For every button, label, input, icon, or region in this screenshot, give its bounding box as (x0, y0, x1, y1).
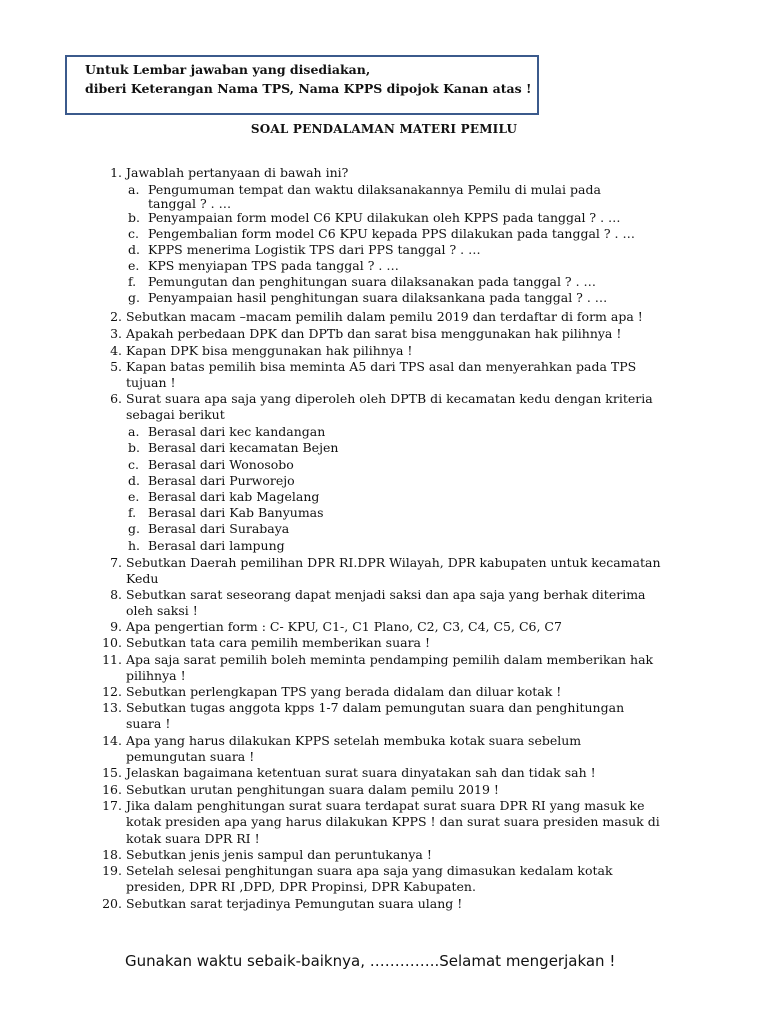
subitem-text: Berasal dari Purworejo (148, 473, 295, 488)
subitem-letter: a. (128, 182, 140, 197)
question-text: Jelaskan bagaimana ketentuan surat suara dinyatakan sah dan tidak sah ! (126, 765, 596, 780)
notice-line-1: Untuk Lembar jawaban yang disediakan, (85, 62, 371, 77)
question-number: 4. (110, 343, 122, 358)
subitem-letter: h. (128, 538, 141, 553)
question-text: Kapan batas pemilih bisa meminta A5 dari TPS asal dan menyerahkan pada TPS (126, 359, 637, 374)
question-text: Kapan DPK bisa menggunakan hak pilihnya ! (126, 343, 413, 358)
question-text: Apa saja sarat pemilih boleh meminta pendamping pemilih dalam memberikan hak (126, 652, 654, 667)
subitem-text: Pengembalian form model C6 KPU kepada PPS dilakukan pada tanggal ? . … (148, 226, 635, 241)
question-text: Apa yang harus dilakukan KPPS setelah membuka kotak suara sebelum (126, 733, 582, 748)
question-text: pemungutan suara ! (126, 749, 255, 764)
question-text: pilihnya ! (126, 668, 186, 683)
question-text: Jika dalam penghitungan surat suara terdapat surat suara DPR RI yang masuk ke (126, 798, 645, 813)
question-text: presiden, DPR RI ,DPD, DPR Propinsi, DPR Kabupaten. (126, 879, 476, 894)
question-number: 2. (110, 309, 122, 324)
question-text: Jawablah pertanyaan di bawah ini? (126, 165, 349, 180)
subitem-letter: d. (128, 242, 140, 257)
question-text: Kedu (126, 571, 159, 586)
subitem-text: Penyampaian form model C6 KPU dilakukan oleh KPPS pada tanggal ? . … (148, 210, 621, 225)
subitem-letter: f. (128, 274, 137, 289)
question-number: 3. (110, 326, 122, 341)
subitem-text: Berasal dari kecamatan Bejen (148, 440, 339, 455)
question-text: kotak suara DPR RI ! (126, 831, 260, 846)
question-number: 17. (102, 798, 122, 813)
subitem-letter: c. (128, 226, 139, 241)
question-number: 10. (102, 635, 122, 650)
question-text: kotak presiden apa yang harus dilakukan KPPS ! dan surat suara presiden masuk di (126, 814, 660, 829)
question-number: 1. (110, 165, 122, 180)
question-text: Sebutkan sarat seseorang dapat menjadi saksi dan apa saja yang berhak diterima (126, 587, 646, 602)
question-text: oleh saksi ! (126, 603, 198, 618)
subitem-letter: b. (128, 210, 140, 225)
question-text: Sebutkan urutan penghitungan suara dalam pemilu 2019 ! (126, 782, 499, 797)
subitem-letter: d. (128, 473, 140, 488)
notice-line-2: diberi Keterangan Nama TPS, Nama KPPS dipojok Kanan atas ! (85, 81, 532, 96)
subitem-text: Berasal dari Surabaya (148, 521, 290, 536)
subitem-text: Berasal dari kec kandangan (148, 424, 326, 439)
question-text: Surat suara apa saja yang diperoleh oleh DPTB di kecamatan kedu dengan kriteria (126, 391, 653, 406)
question-text: tujuan ! (126, 375, 176, 390)
question-number: 7. (110, 555, 122, 570)
question-text: Apa pengertian form : C- KPU, C1-, C1 Plano, C2, C3, C4, C5, C6, C7 (126, 619, 562, 634)
question-number: 19. (102, 863, 122, 878)
question-number: 12. (102, 684, 122, 699)
question-number: 15. (102, 765, 122, 780)
question-number: 11. (102, 652, 122, 667)
question-text: Setelah selesai penghitungan suara apa saja yang dimasukan kedalam kotak (126, 863, 613, 878)
question-text: Sebutkan macam –macam pemilih dalam pemilu 2019 dan terdaftar di form apa ! (126, 309, 643, 324)
question-text: Sebutkan perlengkapan TPS yang berada didalam dan diluar kotak ! (126, 684, 562, 699)
question-text: Apakah perbedaan DPK dan DPTb dan sarat bisa menggunakan hak pilihnya ! (126, 326, 622, 341)
question-number: 13. (102, 700, 122, 715)
question-number: 20. (102, 896, 122, 911)
notice-box (65, 55, 539, 115)
subitem-text: Pemungutan dan penghitungan suara dilaksanakan pada tanggal ? . … (148, 274, 597, 289)
question-text: Sebutkan tugas anggota kpps 1-7 dalam pemungutan suara dan penghitungan (126, 700, 625, 715)
subitem-text: Penyampaian hasil penghitungan suara dilaksankana pada tanggal ? . … (148, 290, 608, 305)
subitem-letter: e. (128, 489, 140, 504)
subitem-text: KPPS menerima Logistik TPS dari PPS tanggal ? . … (148, 242, 481, 257)
subitem-letter: a. (128, 424, 140, 439)
question-text: Sebutkan sarat terjadinya Pemungutan suara ulang ! (126, 896, 463, 911)
subitem-text: KPS menyiapan TPS pada tanggal ? . … (148, 258, 399, 273)
subitem-letter: b. (128, 440, 140, 455)
subitem-text: Berasal dari Wonosobo (148, 457, 294, 472)
question-number: 9. (110, 619, 122, 634)
subitem-text: Berasal dari Kab Banyumas (148, 505, 324, 520)
question-number: 18. (102, 847, 122, 862)
question-number: 6. (110, 391, 122, 406)
question-number: 14. (102, 733, 122, 748)
subitem-text: Berasal dari kab Magelang (148, 489, 320, 504)
subitem-letter: g. (128, 290, 140, 305)
subitem-letter: e. (128, 258, 140, 273)
subitem-letter: g. (128, 521, 140, 536)
question-text: sebagai berikut (126, 407, 225, 422)
subitem-text: Pengumuman tempat dan waktu dilaksanakannya Pemilu di mulai pada (148, 182, 601, 197)
subitem-letter: c. (128, 457, 139, 472)
footer-note: Gunakan waktu sebaik-baiknya, …………..Selamat mengerjakan ! (125, 952, 616, 970)
question-text: suara ! (126, 716, 171, 731)
question-number: 5. (110, 359, 122, 374)
subitem-text: Berasal dari lampung (148, 538, 285, 553)
page-title: SOAL PENDALAMAN MATERI PEMILU (250, 122, 518, 136)
question-text: Sebutkan jenis jenis sampul dan peruntukanya ! (126, 847, 432, 862)
subitem-text: tanggal ? . … (148, 196, 232, 211)
subitem-letter: f. (128, 505, 137, 520)
question-number: 8. (110, 587, 122, 602)
question-number: 16. (102, 782, 122, 797)
question-text: Sebutkan Daerah pemilihan DPR RI.DPR Wilayah, DPR kabupaten untuk kecamatan (126, 555, 661, 570)
question-text: Sebutkan tata cara pemilih memberikan suara ! (126, 635, 431, 650)
